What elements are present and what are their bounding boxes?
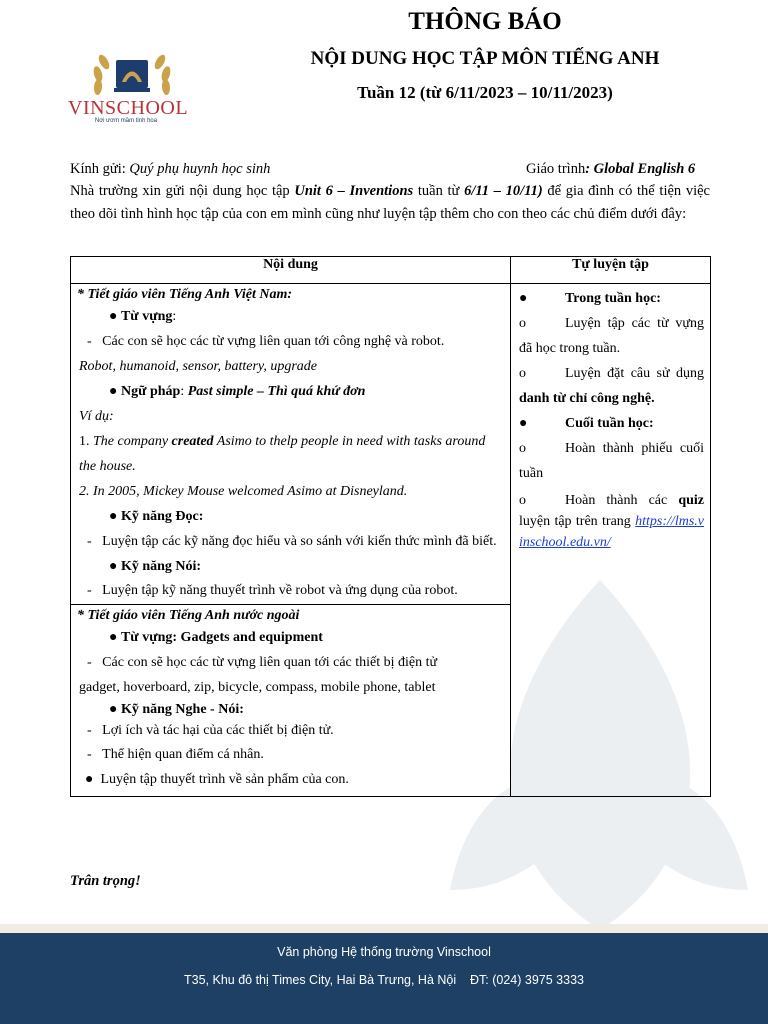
vn-reading-desc: - Luyện tập các kỹ năng đọc hiểu và so sánh với kiến thức mình đã biết. bbox=[87, 534, 497, 549]
textbook-name: : Global English 6 bbox=[585, 161, 696, 177]
vn-example-label: Ví dụ: bbox=[79, 409, 114, 424]
practice-item-3-text: Hoàn thành phiếu cuối tuần bbox=[519, 441, 704, 481]
practice-item-4-a: Hoàn thành các bbox=[565, 493, 679, 508]
vn-section-title: * Tiết giáo viên Tiếng Anh Việt Nam: bbox=[77, 287, 293, 302]
self-practice-cell bbox=[511, 284, 711, 797]
practice-item-2-b: danh từ chỉ công nghệ. bbox=[519, 391, 655, 406]
vn-speaking-label: Kỹ năng Nói: bbox=[120, 559, 202, 574]
practice-item-4-b: quiz bbox=[678, 493, 704, 508]
week-label: Trong tuần học: bbox=[565, 291, 661, 306]
foreign-listen-item-1-text: Lợi ích và tác hại của các thiết bị điện tử. bbox=[102, 723, 334, 738]
vn-vocab-words: Robot, humanoid, sensor, battery, upgrade bbox=[79, 359, 317, 374]
vn-example-1 bbox=[79, 429, 504, 479]
vn-vocab-desc-text: Các con sẽ học các từ vựng liên quan tới công nghệ và robot. bbox=[102, 334, 445, 349]
vn-speaking-desc: - Luyện tập kỹ năng thuyết trình về robot và ứng dụng của robot. bbox=[87, 583, 458, 598]
vn-grammar-topic: Past simple – Thì quá khứ đơn bbox=[187, 384, 366, 399]
foreign-vocab-desc-text: Các con sẽ học các từ vựng liên quan tới các thiết bị điện tử bbox=[102, 655, 438, 670]
intro-text-1: Nhà trường xin gửi nội dung học tập bbox=[70, 183, 295, 199]
vn-speaking-desc-text: Luyện tập kỹ năng thuyết trình về robot và ứng dụng của robot. bbox=[102, 583, 458, 598]
foreign-section-title: * Tiết giáo viên Tiếng Anh nước ngoài bbox=[77, 608, 300, 623]
foreign-vocab-label: Từ vựng: Gadgets and equipment bbox=[120, 630, 323, 645]
vn-example-2: 2. In 2005, Mickey Mouse welcomed Asimo at Disneyland. bbox=[79, 484, 408, 499]
textbook-label: Giáo trình bbox=[526, 161, 586, 177]
practice-item-3: o Hoàn thành phiếu cuối tuần bbox=[519, 441, 704, 481]
foreign-vocab-heading: ● Từ vựng: Gadgets and equipment bbox=[109, 630, 323, 645]
closing: Trân trọng! bbox=[70, 873, 141, 889]
greeting bbox=[70, 159, 270, 179]
vn-vocab-colon: : bbox=[172, 309, 177, 324]
vn-vocab-heading: ● Từ vựng: bbox=[109, 309, 177, 324]
practice-item-1: o Luyện tập các từ vựng đã học trong tuần. bbox=[519, 316, 704, 356]
foreign-vocab-desc: - Các con sẽ học các từ vựng liên quan tới các thiết bị điện tử bbox=[87, 655, 438, 670]
vn-reading-label: Kỹ năng Đọc: bbox=[120, 509, 204, 524]
practice-item-4: o Hoàn thành các quiz luyện tập trên trang https://lms.vinschool.edu.vn/ bbox=[519, 493, 704, 550]
col-header-content: Nội dung bbox=[71, 257, 511, 284]
footer-office: Văn phòng Hệ thống trường Vinschool bbox=[277, 945, 491, 959]
footer bbox=[0, 933, 768, 1024]
foreign-listen-item-1: - Lợi ích và tác hại của các thiết bị điện tử. bbox=[87, 723, 334, 738]
foreign-listen-item-2-text: Thể hiện quan điểm cá nhân. bbox=[102, 747, 264, 762]
page-subtitle: NỘI DUNG HỌC TẬP MÔN TIẾNG ANH bbox=[310, 48, 660, 69]
foreign-listen-item-2: - Thể hiện quan điểm cá nhân. bbox=[87, 747, 264, 762]
practice-item-2-a: Luyện đặt câu sử dụng bbox=[565, 366, 704, 381]
practice-item-1-text: Luyện tập các từ vựng đã học trong tuần. bbox=[519, 316, 704, 356]
intro-text-2: tuần từ bbox=[413, 183, 465, 199]
logo-brand-text: VINSCHOOL bbox=[68, 97, 189, 119]
foreign-listen-heading: ● Kỹ năng Nghe - Nói: bbox=[109, 702, 244, 717]
footer-address: T35, Khu đô thị Times City, Hai Bà Trưng, Hà Nội ĐT: (024) 3975 3333 bbox=[184, 973, 584, 987]
vn-reading-heading: ● Kỹ năng Đọc: bbox=[109, 509, 204, 524]
vn-vocab-label: Từ vựng bbox=[120, 309, 173, 324]
week-heading: ● Trong tuần học: bbox=[519, 286, 704, 311]
weekend-label: Cuối tuần học: bbox=[565, 416, 654, 431]
week-range: Tuần 12 (từ 6/11/2023 – 10/11/2023) bbox=[357, 83, 613, 102]
vn-example-1-c: Asimo to thelp people in need with tasks around the house. bbox=[79, 434, 486, 474]
logo-slogan: Nơi ươm mầm tinh hoa bbox=[94, 118, 158, 124]
intro-dates: 6/11 – 10/11) bbox=[464, 183, 543, 199]
footer-divider bbox=[0, 924, 768, 933]
vn-example-1-a: The company bbox=[93, 434, 172, 449]
vn-reading-desc-text: Luyện tập các kỹ năng đọc hiểu và so sánh với kiến thức mình đã biết. bbox=[102, 534, 497, 549]
lms-link[interactable]: https://lms.vinschool.edu.vn/ bbox=[519, 514, 704, 550]
greeting-label: Kính gửi: bbox=[70, 161, 130, 177]
practice-item-2: o Luyện đặt câu sử dụng danh từ chỉ công nghệ. bbox=[519, 366, 704, 406]
intro-text-3: để gia đình có thể tiện việc theo dõi tình hình học tập của con em mình cũng như luyện tập thêm cho con theo các chủ điểm dưới đây: bbox=[70, 183, 710, 222]
vn-example-1-b: created bbox=[171, 434, 214, 449]
foreign-vocab-words: gadget, hoverboard, zip, bicycle, compass, mobile phone, tablet bbox=[79, 680, 436, 695]
intro-paragraph bbox=[70, 180, 710, 226]
weekend-heading: ● Cuối tuần học: bbox=[519, 411, 704, 436]
content-table bbox=[70, 256, 711, 797]
foreign-listen-label: Kỹ năng Nghe - Nói: bbox=[120, 702, 244, 717]
page-title: THÔNG BÁO bbox=[408, 8, 562, 35]
foreign-present: ● Luyện tập thuyết trình về sản phẩm của con. bbox=[85, 772, 349, 787]
vn-grammar-heading: ● Ngữ pháp: Past simple – Thì quá khứ đơn bbox=[109, 384, 366, 399]
textbook bbox=[526, 159, 695, 179]
greeting-recipient: Quý phụ huynh học sinh bbox=[129, 161, 271, 177]
intro-unit: Unit 6 – Inventions bbox=[294, 183, 414, 199]
vn-grammar-label: Ngữ pháp bbox=[120, 384, 181, 399]
foreign-teacher-cell bbox=[71, 605, 511, 797]
foreign-present-text: Luyện tập thuyết trình về sản phẩm của con. bbox=[100, 772, 349, 787]
col-header-self-practice: Tự luyện tập bbox=[511, 257, 711, 284]
vn-vocab-desc: - Các con sẽ học các từ vựng liên quan tới công nghệ và robot. bbox=[87, 334, 445, 349]
vn-speaking-heading: ● Kỹ năng Nói: bbox=[109, 559, 202, 574]
vn-teacher-cell bbox=[71, 284, 511, 605]
vn-example-1-num: 1. bbox=[79, 434, 93, 449]
vn-grammar-colon: : bbox=[180, 384, 188, 399]
practice-item-4-c: luyện tập trên trang bbox=[519, 514, 636, 529]
